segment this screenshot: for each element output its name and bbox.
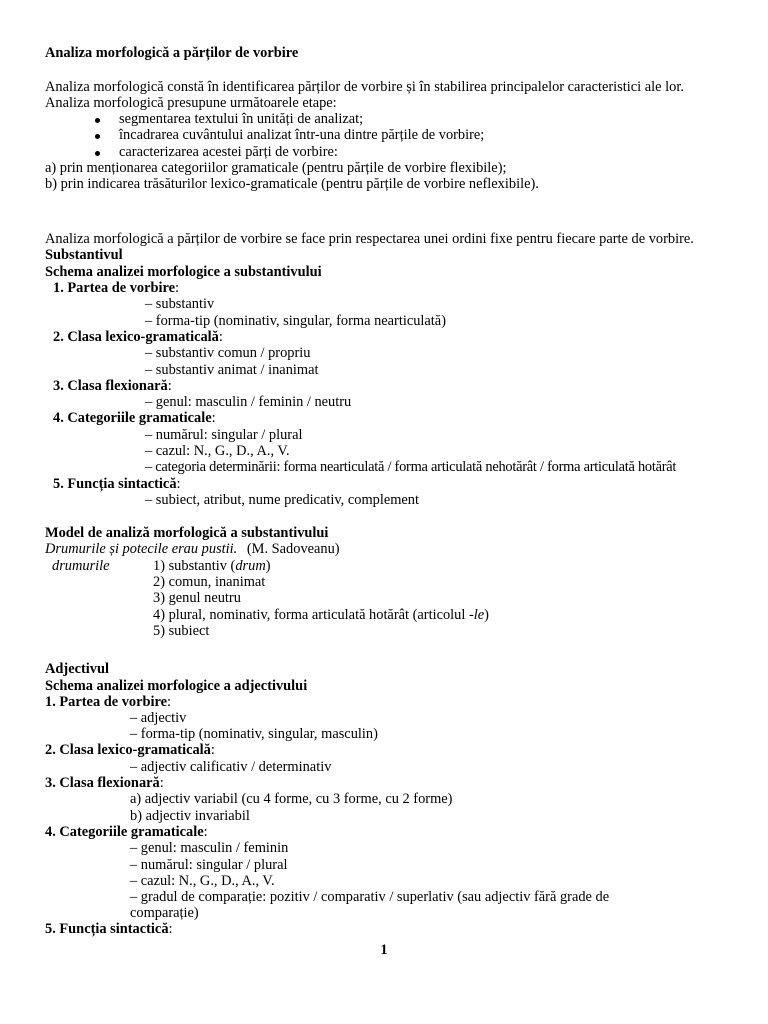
step-title: 3. Clasa flexionară (53, 378, 168, 394)
substantiv-step-4 (53, 410, 216, 427)
step-title: 2. Clasa lexico-gramaticală (53, 329, 219, 345)
model-line-text: 4) plural, nominativ, forma articulată hotărât (articolul - (153, 607, 474, 623)
substantiv-step-1 (53, 280, 179, 297)
example-author: (M. Sadoveanu) (246, 541, 340, 557)
adjectiv-step-4-item: – gradul de comparație: pozitiv / comparativ / superlativ (sau adjectiv fără grade de (130, 889, 610, 905)
colon: : (159, 775, 164, 791)
adjectiv-step-4 (45, 824, 208, 841)
bullet-icon (95, 134, 100, 139)
order-note: Analiza morfologică a părților de vorbire se face prin respectarea unei ordini fixe pentru fiecare parte de vorbire. (45, 231, 694, 247)
model-title: Model de analiză morfologică a substantivului (45, 525, 329, 541)
colon: : (218, 329, 223, 345)
intro-item-a: a) prin menționarea categoriilor gramaticale (pentru părțile de vorbire flexibile); (45, 160, 507, 176)
substantiv-step-1-item: – forma-tip (nominativ, singular, forma nearticulată) (145, 313, 446, 329)
colon: : (211, 410, 216, 426)
bullet-icon (95, 151, 100, 156)
intro-bullet-1: segmentarea textului în unități de analizat; (119, 111, 364, 127)
adjectiv-step-4-item: – genul: masculin / feminin (130, 840, 289, 856)
adjectiv-schema-title: Schema analizei morfologice a adjectivului (45, 678, 308, 694)
model-line-4 (153, 607, 489, 624)
intro-bullet-2: încadrarea cuvântului analizat într-una dintre părțile de vorbire; (119, 127, 485, 143)
model-line-1 (153, 558, 271, 575)
step-title: 1. Partea de vorbire (53, 280, 176, 296)
substantiv-step-2-item: – substantiv animat / inanimat (145, 362, 319, 378)
step-title: 1. Partea de vorbire (45, 694, 168, 710)
adjectiv-step-4-item: – cazul: N., G., D., A., V. (130, 873, 275, 889)
substantiv-step-5-item: – subiect, atribut, nume predicativ, complement (145, 492, 420, 508)
substantiv-step-2 (53, 329, 223, 346)
adjectiv-step-1-item: – adjectiv (130, 710, 187, 726)
adjectiv-step-3-item: a) adjectiv variabil (cu 4 forme, cu 3 forme, cu 2 forme) (130, 791, 453, 807)
adjectiv-step-2-item: – adjectiv calificativ / determinativ (130, 759, 332, 775)
intro-bullet-3: caracterizarea acestei părți de vorbire: (119, 144, 338, 160)
colon: : (168, 921, 173, 937)
adjectiv-step-4-item: comparație) (130, 905, 199, 921)
adjectiv-step-3 (45, 775, 164, 792)
model-line-text: 1) substantiv ( (153, 558, 236, 574)
adjectiv-step-1-item: – forma-tip (nominativ, singular, masculin) (130, 726, 378, 742)
substantiv-step-3-item: – genul: masculin / feminin / neutru (145, 394, 352, 410)
adjectiv-step-2 (45, 742, 215, 759)
intro-paragraph-1: Analiza morfologică constă în identificarea părților de vorbire și în stabilirea principalelor caracteristici ale lor. (45, 79, 684, 95)
intro-item-b: b) prin indicarea trăsăturilor lexico-gramaticale (pentru părțile de vorbire neflexibile). (45, 176, 539, 192)
colon: : (176, 476, 181, 492)
model-word: drumurile (52, 558, 110, 574)
step-title: 3. Clasa flexionară (45, 775, 160, 791)
page-title: Analiza morfologică a părților de vorbire (45, 45, 299, 61)
adjectiv-step-3-item: b) adjectiv invariabil (130, 808, 250, 824)
intro-paragraph-2: Analiza morfologică presupune următoarele etape: (45, 95, 337, 111)
colon: : (175, 280, 180, 296)
adjectiv-step-4-item: – numărul: singular / plural (130, 857, 288, 873)
model-line-5: 5) subiect (153, 623, 210, 639)
example-sentence: Drumurile și potecile erau pustii. (45, 541, 238, 557)
step-title: 4. Categoriile gramaticale (45, 824, 204, 840)
adjectiv-step-5 (45, 921, 173, 938)
model-example (45, 541, 340, 558)
substantiv-schema-title: Schema analizei morfologice a substantivului (45, 264, 322, 280)
colon: : (203, 824, 208, 840)
substantiv-step-4-item: – categoria determinării: forma nearticulată / forma articulată nehotărât / forma articulată hotărât (145, 459, 677, 475)
colon: : (167, 378, 172, 394)
model-line-2: 2) comun, inanimat (153, 574, 266, 590)
model-line-text: ) (484, 607, 489, 623)
step-title: 2. Clasa lexico-gramaticală (45, 742, 211, 758)
substantiv-step-1-item: – substantiv (145, 296, 215, 312)
adjectiv-step-1 (45, 694, 171, 711)
model-line-italic: le (473, 607, 485, 623)
page-number: 1 (380, 942, 388, 958)
model-line-italic: drum (235, 558, 266, 574)
step-title: 5. Funcția sintactică (53, 476, 177, 492)
step-title: 4. Categoriile gramaticale (53, 410, 212, 426)
model-line-3: 3) genul neutru (153, 590, 241, 606)
adjectiv-heading: Adjectivul (45, 661, 109, 677)
substantiv-step-3 (53, 378, 172, 395)
substantiv-step-2-item: – substantiv comun / propriu (145, 345, 311, 361)
substantiv-heading: Substantivul (45, 247, 123, 263)
substantiv-step-5 (53, 476, 181, 493)
substantiv-step-4-item: – cazul: N., G., D., A., V. (145, 443, 290, 459)
colon: : (210, 742, 215, 758)
model-line-text: ) (265, 558, 271, 574)
colon: : (167, 694, 172, 710)
substantiv-step-4-item: – numărul: singular / plural (145, 427, 303, 443)
step-title: 5. Funcția sintactică (45, 921, 169, 937)
bullet-icon (95, 118, 100, 123)
